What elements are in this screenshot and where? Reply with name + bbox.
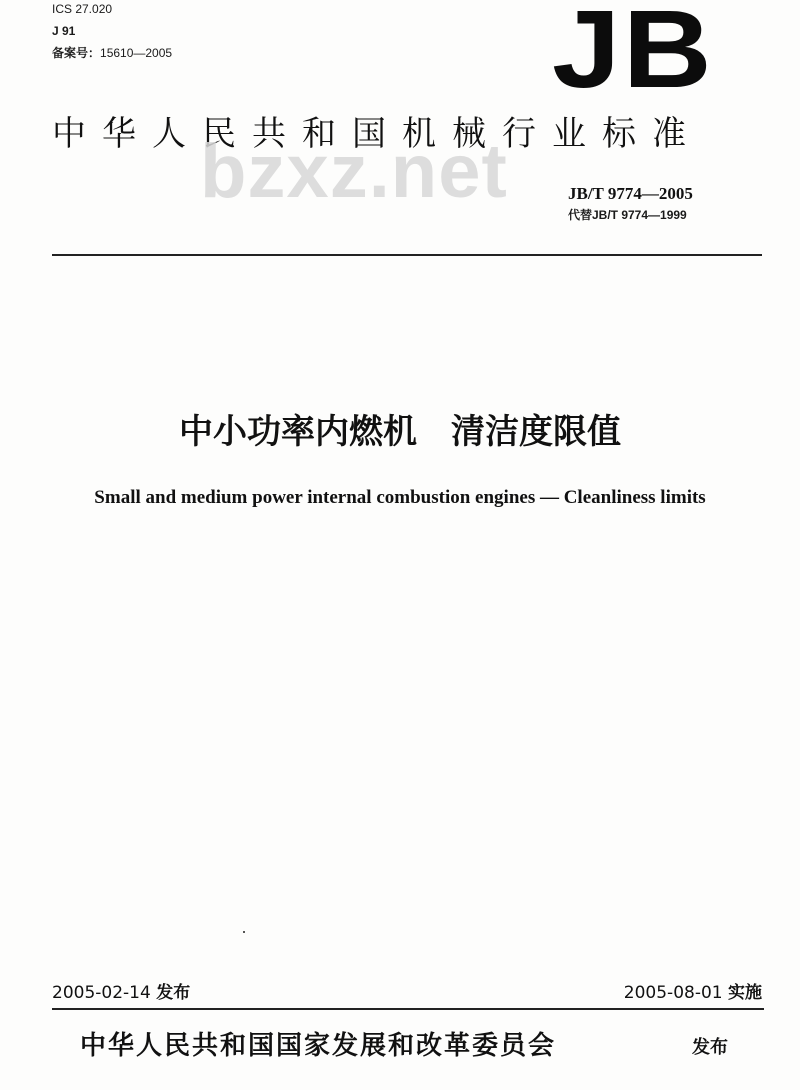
document-title-chinese: 中小功率内燃机 清洁度限值 — [179, 412, 621, 452]
standard-number — [568, 184, 693, 204]
standard-title: 中华人民共和国机械行业标准 — [52, 114, 702, 154]
effective-date-value: 2005-08-01 — [623, 983, 723, 1003]
release-label: 发布 — [156, 983, 191, 1003]
speck — [243, 931, 245, 933]
issuer-label: 发布 — [692, 1037, 728, 1058]
watermark: bzxz.net — [200, 129, 508, 214]
jb-logo: JB — [552, 0, 714, 111]
release-date — [52, 982, 190, 1004]
release-date-value: 2005-02-14 — [52, 983, 151, 1003]
top-divider — [52, 254, 762, 256]
standard-number-code: JB/T 9774—2005 — [568, 184, 693, 203]
record-number — [52, 46, 172, 60]
record-value: 15610—2005 — [100, 46, 173, 60]
issuer-name: 中华人民共和国国家发展和改革委员会 — [80, 1031, 557, 1061]
bottom-divider — [52, 1008, 764, 1010]
effective-label: 实施 — [728, 983, 762, 1003]
document-title-english: Small and medium power internal combustion engines — Cleanliness limits — [94, 487, 706, 508]
ics-code: ICS 27.020 — [52, 2, 113, 16]
effective-date — [624, 982, 762, 1004]
record-label: 备案号： — [52, 46, 101, 60]
classification-code: J 91 — [52, 24, 76, 38]
replaces-standard: 代替JB/T 9774—1999 — [568, 208, 687, 222]
